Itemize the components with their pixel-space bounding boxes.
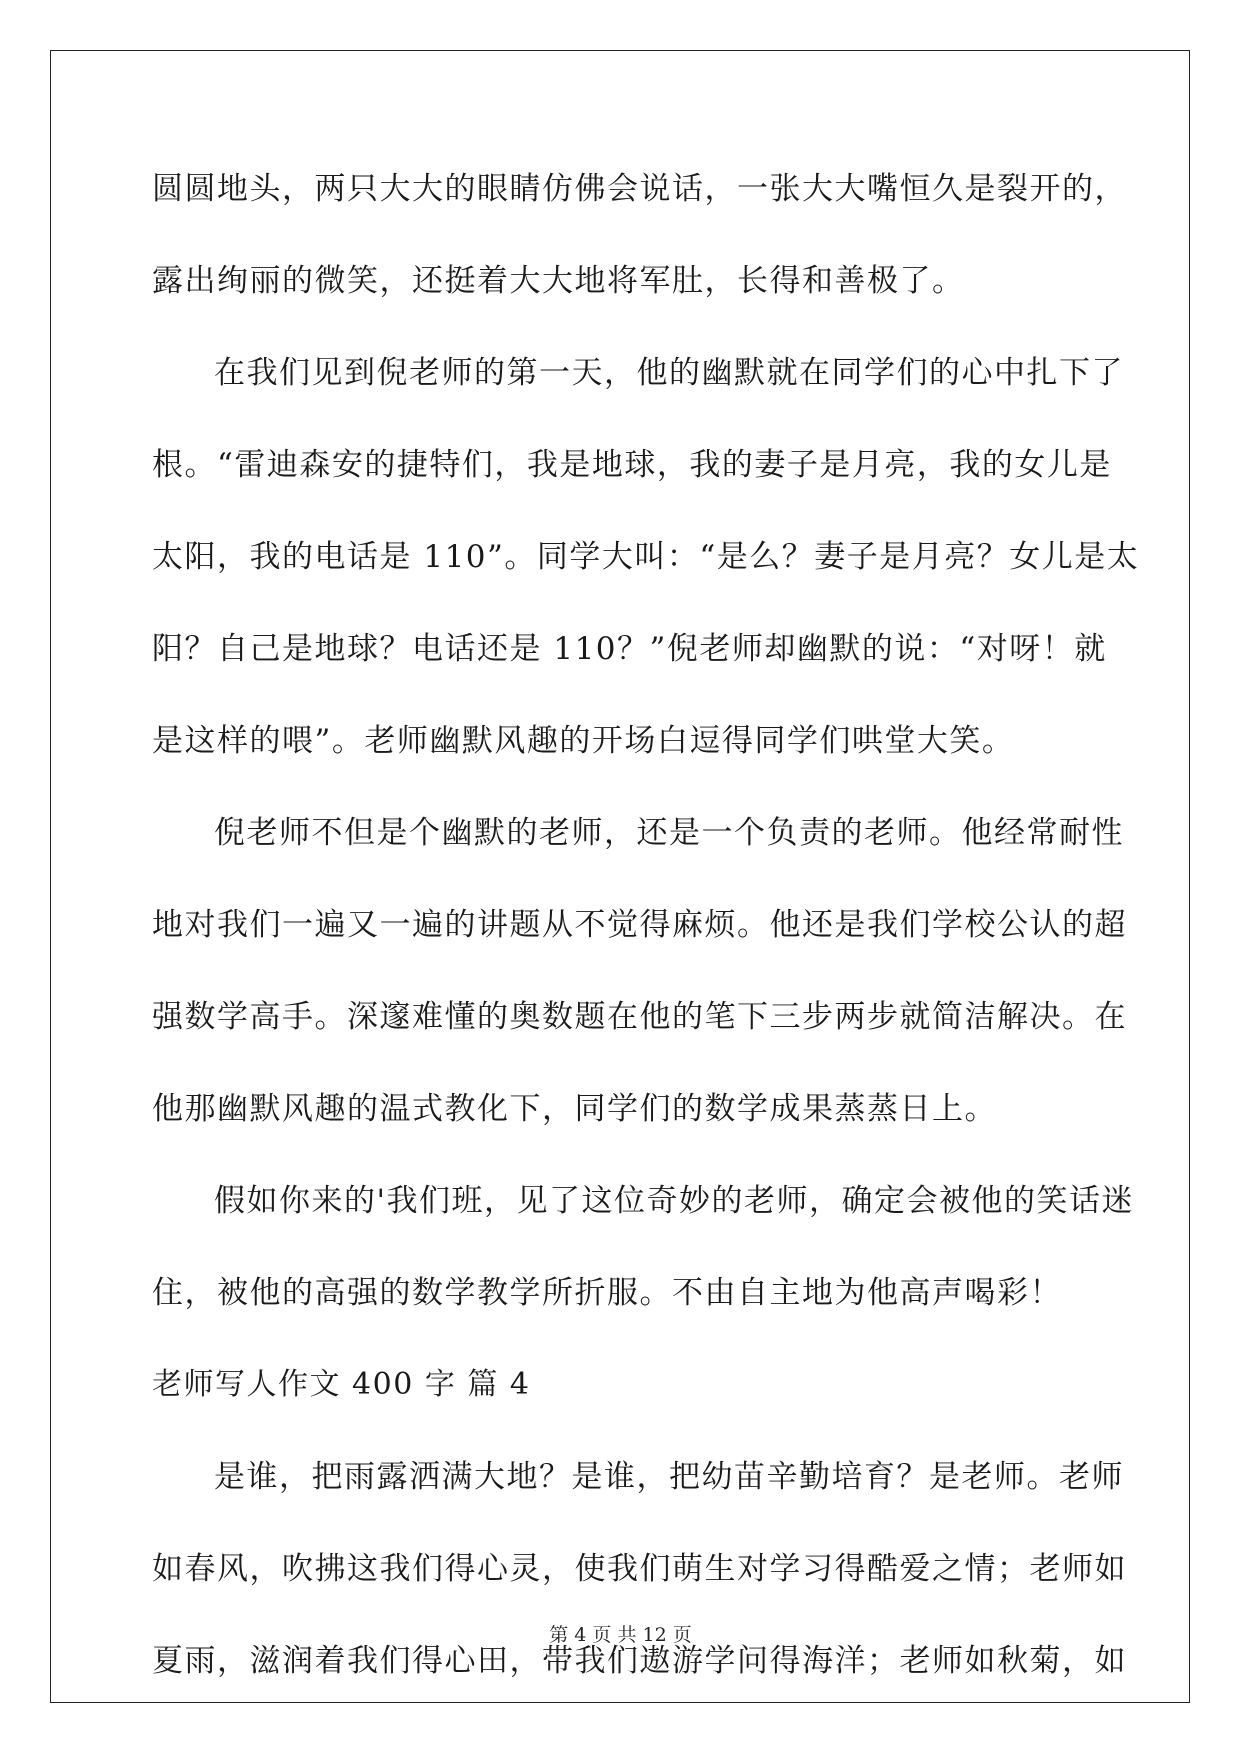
section-heading: 老师写人作文 400 字 篇 4 [152,1367,531,1402]
page-number-footer: 第 4 页 共 12 页 [549,1624,692,1646]
document-body [152,155,1140,1719]
text-line: 露出绚丽的微笑，还挺着大大地将军肚，长得和善极了。 [152,263,965,299]
text-line: 是这样的喂”。老师幽默风趣的开场白逗得同学们哄堂大笑。 [152,723,1015,759]
text-line: 住，被他的高强的数学教学所折服。不由自主地为他高声喝彩！ [152,1275,1062,1311]
text-line: 圆圆地头，两只大大的眼睛仿佛会说话，一张大大嘴恒久是裂开的， [152,171,1127,207]
text-line: 夏雨，滋润着我们得心田，带我们遨游学问得海洋；老师如秋菊，如 [152,1643,1127,1679]
text-line: 根。“雷迪森安的捷特们，我是地球，我的妻子是月亮，我的女儿是 [152,447,1112,483]
paragraph-start-line: 是谁，把雨露洒满大地？是谁，把幼苗辛勤培育？是老师。老师 [214,1459,1124,1495]
text-line: 他那幽默风趣的温式教化下，同学们的数学成果蒸蒸日上。 [152,1091,997,1127]
text-line: 太阳，我的电话是 110”。同学大叫：“是么？妻子是月亮？女儿是太 [152,539,1140,575]
text-line: 阳？自己是地球？电话还是 110？”倪老师却幽默的说：“对呀！就 [152,631,1107,667]
paragraph-start-line: 假如你来的'我们班，见了这位奇妙的老师，确定会被他的笑话迷 [214,1183,1135,1219]
text-line: 如春风，吹拂这我们得心灵，使我们萌生对学习得酷爱之情；老师如 [152,1551,1127,1587]
text-line: 强数学高手。深邃难懂的奥数题在他的笔下三步两步就简洁解决。在 [152,999,1127,1035]
text-line: 地对我们一遍又一遍的讲题从不觉得麻烦。他还是我们学校公认的超 [152,907,1127,943]
paragraph-start-line: 在我们见到倪老师的第一天，他的幽默就在同学们的心中扎下了 [214,355,1124,391]
paragraph-start-line: 倪老师不但是个幽默的老师，还是一个负责的老师。他经常耐性 [214,815,1124,851]
